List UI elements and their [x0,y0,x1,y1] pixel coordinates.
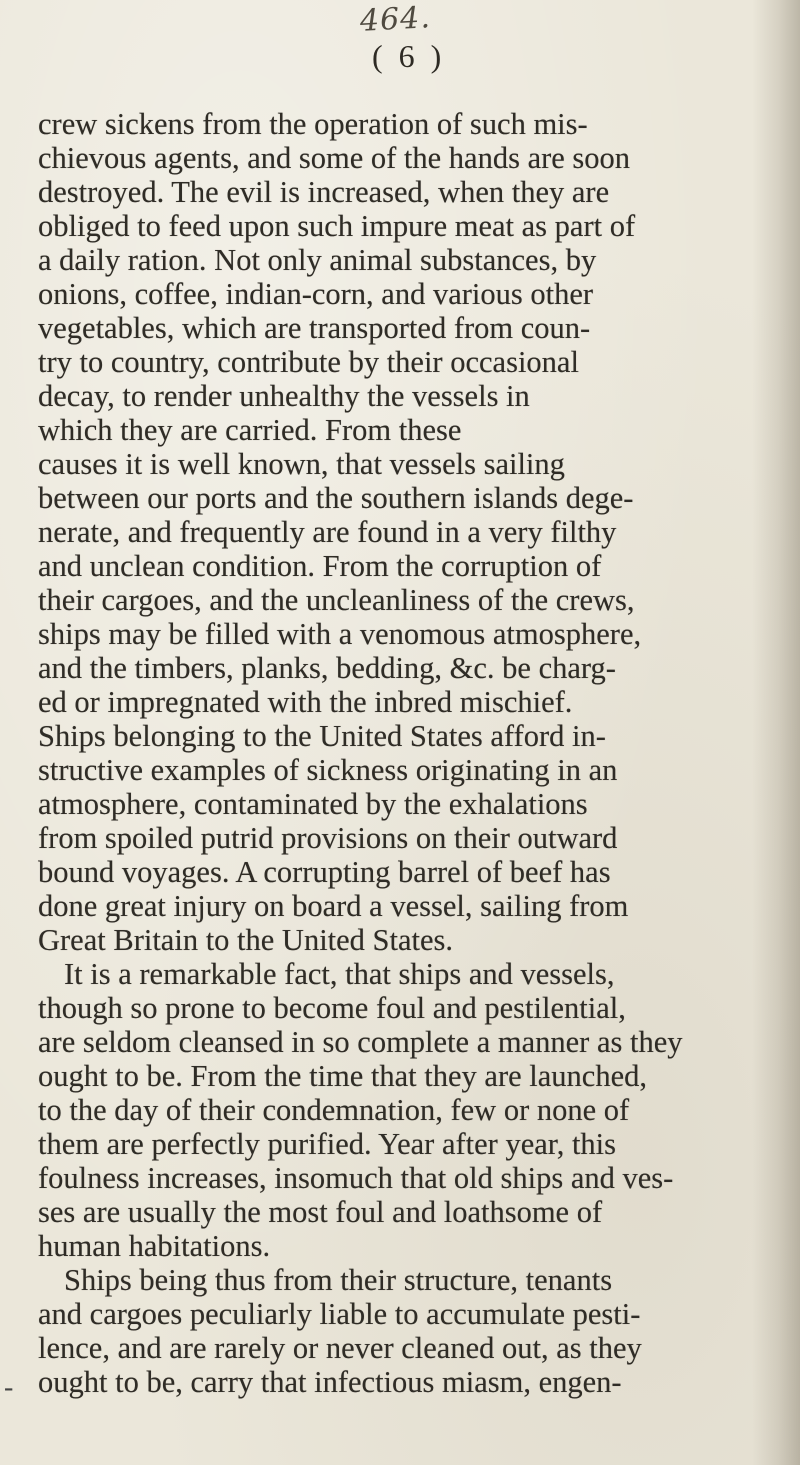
text-line: a daily ration. Not only animal substances, by [38,243,597,277]
page-edge-shadow [752,0,800,1465]
text-line: and unclean condition. From the corruption of [38,549,602,583]
text-line: from spoiled putrid provisions on their outward [38,821,618,855]
text-line: done great injury on board a vessel, sailing from [38,889,629,923]
margin-mark: - [4,1372,14,1403]
text-line: to the day of their condemnation, few or none of [38,1093,630,1127]
text-line: are seldom cleansed in so complete a manner as they [38,1025,683,1059]
text-line: their cargoes, and the uncleanliness of the crews, [38,583,635,617]
text-line: obliged to feed upon such impure meat as part of [38,209,636,243]
text-line: and the timbers, planks, bedding, &c. be charg- [38,651,616,685]
text-line: onions, coffee, indian-corn, and various other [38,277,594,311]
text-line: destroyed. The evil is increased, when they are [38,175,610,209]
text-line: lence, and are rarely or never cleaned out, as they [38,1331,642,1365]
text-line: though so prone to become foul and pestilential, [38,991,626,1025]
page-number: ( 6 ) [372,38,446,74]
text-line: chievous agents, and some of the hands are soon [38,141,631,175]
text-line: vegetables, which are transported from coun- [38,311,591,345]
text-line: and cargoes peculiarly liable to accumulate pesti- [38,1297,641,1331]
text-line: ought to be. From the time that they are launched, [38,1059,647,1093]
handwritten-page-note: 464. [359,0,432,39]
text-line: crew sickens from the operation of such mis- [38,107,588,141]
paragraph-start-line: It is a remarkable fact, that ships and vessels, [64,957,615,991]
text-line: between our ports and the southern islands dege- [38,481,634,515]
text-line: them are perfectly purified. Year after year, this [38,1127,617,1161]
text-line: Ships belonging to the United States afford in- [38,719,606,753]
text-line: Great Britain to the United States. [38,923,454,957]
text-line: foulness increases, insomuch that old ships and ves- [38,1161,674,1195]
paragraph-start-line: Ships being thus from their structure, tenants [64,1263,613,1297]
text-line: human habitations. [38,1229,271,1263]
text-line: ought to be, carry that infectious miasm, engen- [38,1365,622,1399]
text-line: causes it is well known, that vessels sailing [38,447,565,481]
text-line: structive examples of sickness originating in an [38,753,618,787]
text-line: bound voyages. A corrupting barrel of beef has [38,855,611,889]
text-line: ships may be filled with a venomous atmosphere, [38,617,642,651]
text-line: which they are carried. From these [38,413,462,447]
text-line: decay, to render unhealthy the vessels in [38,379,530,413]
text-line: ed or impregnated with the inbred mischief. [38,685,573,719]
text-line: atmosphere, contaminated by the exhalations [38,787,588,821]
text-line: ses are usually the most foul and loathsome of [38,1195,603,1229]
text-line: nerate, and frequently are found in a very filthy [38,515,617,549]
text-line: try to country, contribute by their occasional [38,345,579,379]
